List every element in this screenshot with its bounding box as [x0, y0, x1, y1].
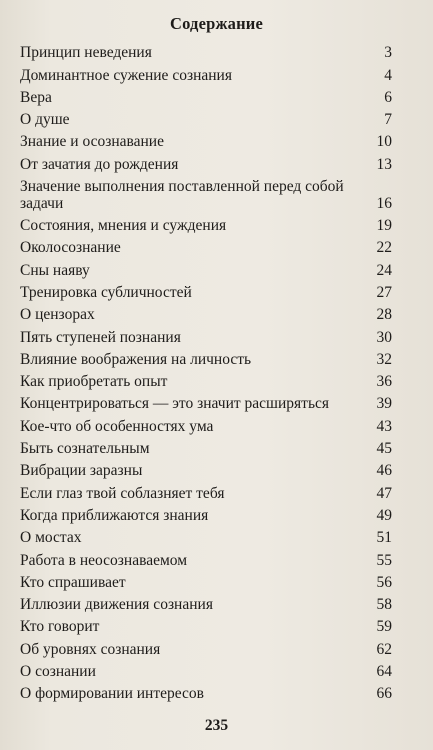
toc-entry-title: О душе — [20, 111, 70, 129]
toc-entry-title: Если глаз твой соблазняет тебя — [20, 484, 225, 502]
toc-entry-page: 32 — [376, 350, 392, 368]
toc-entry — [20, 368, 392, 390]
toc-entry — [20, 256, 392, 278]
toc-entry-page: 47 — [376, 484, 392, 502]
toc-entry-page: 7 — [384, 111, 392, 129]
toc-entry — [20, 301, 392, 323]
toc-entry-title: Влияние воображения на личность — [20, 350, 252, 368]
toc-entry — [20, 84, 392, 106]
toc-entry-title: Тренировка субличностей — [20, 283, 192, 301]
toc-entry-page: 27 — [376, 283, 392, 301]
toc-entry — [20, 569, 392, 591]
toc-entry-page: 30 — [376, 328, 392, 346]
toc-entry-page: 39 — [376, 395, 392, 413]
page-number: 235 — [204, 717, 229, 734]
toc-entry-page: 10 — [376, 133, 392, 151]
toc-entry-title: Концентрироваться — это значит расширяться — [20, 395, 330, 413]
toc-entry-page: 56 — [376, 573, 392, 591]
toc-entry — [20, 635, 392, 657]
toc-entry — [20, 435, 392, 457]
toc-entry — [20, 61, 392, 83]
toc-entry-page: 51 — [376, 529, 392, 547]
toc-entry-page: 64 — [376, 663, 392, 681]
toc-entry — [20, 457, 392, 479]
toc-entry-page: 19 — [376, 217, 392, 235]
toc-entry-title: Как приобретать опыт — [20, 373, 168, 391]
toc-entry — [20, 546, 392, 568]
toc-entry-title: Кто спрашивает — [20, 573, 126, 591]
toc-entry — [20, 680, 392, 702]
toc-entry-page: 4 — [384, 66, 392, 84]
toc-heading: Содержание — [169, 14, 264, 33]
toc-entry-page: 49 — [376, 506, 392, 524]
toc-entry — [20, 658, 392, 680]
toc-entry-title: Быть сознательным — [20, 440, 150, 458]
toc-entry — [20, 234, 392, 256]
toc-entry-page: 24 — [376, 261, 392, 279]
toc-entry-page: 45 — [376, 440, 392, 458]
toc-entry — [20, 412, 392, 434]
toc-entry — [20, 479, 392, 501]
toc-entry — [20, 390, 392, 412]
toc-entry-title: От зачатия до рождения — [20, 155, 179, 173]
table-of-contents — [20, 39, 392, 702]
toc-entry-title: Пять ступеней познания — [20, 328, 181, 346]
toc-entry — [20, 524, 392, 546]
toc-entry-title: Кто говорит — [20, 618, 100, 636]
toc-entry — [20, 323, 392, 345]
toc-entry-page: 22 — [376, 239, 392, 257]
toc-entry-title: Сны наяву — [20, 261, 90, 279]
toc-entry-title: Кое-что об особенностях ума — [20, 417, 214, 435]
toc-entry — [20, 279, 392, 301]
toc-entry-title: Принцип неведения — [20, 44, 152, 62]
toc-entry — [20, 212, 392, 234]
toc-entry-title: Об уровнях сознания — [20, 640, 161, 658]
toc-entry-title: Когда приближаются знания — [20, 506, 209, 524]
toc-entry-page: 43 — [376, 417, 392, 435]
toc-entry-title: Околосознание — [20, 239, 121, 257]
toc-entry-title: О формировании интересов — [20, 685, 204, 703]
toc-entry-page: 66 — [376, 685, 392, 703]
toc-entry-title: О цензорах — [20, 306, 95, 324]
toc-entry — [20, 502, 392, 524]
toc-entry-page: 59 — [376, 618, 392, 636]
toc-entry-page: 62 — [376, 640, 392, 658]
toc-entry-title: О сознании — [20, 663, 96, 681]
toc-entry-title: Доминантное сужение сознания — [20, 66, 232, 84]
toc-entry-title: Вера — [20, 88, 52, 106]
toc-entry — [20, 591, 392, 613]
toc-entry-page: 28 — [376, 306, 392, 324]
toc-entry-title: Знание и осознавание — [20, 133, 164, 151]
toc-entry — [20, 173, 392, 212]
toc-entry — [20, 346, 392, 368]
toc-entry-title: Иллюзии движения сознания — [20, 596, 213, 614]
toc-entry-title: Работа в неосознаваемом — [20, 551, 188, 569]
toc-entry — [20, 613, 392, 635]
toc-entry — [20, 106, 392, 128]
toc-entry-title: О мостах — [20, 529, 82, 547]
toc-entry-page: 3 — [384, 44, 392, 62]
toc-entry — [20, 128, 392, 150]
toc-entry-title: Вибрации заразны — [20, 462, 143, 480]
toc-entry-page: 46 — [376, 462, 392, 480]
toc-entry-page: 58 — [376, 596, 392, 614]
toc-entry-page: 16 — [376, 194, 392, 212]
toc-entry-page: 13 — [376, 155, 392, 173]
toc-entry-page: 55 — [376, 551, 392, 569]
toc-entry-title: Значение выполнения поставленной перед собой задачи — [20, 177, 344, 212]
toc-entry-page: 6 — [384, 88, 392, 106]
toc-entry — [20, 39, 392, 61]
toc-entry — [20, 150, 392, 172]
toc-entry-title: Состояния, мнения и суждения — [20, 217, 227, 235]
toc-entry-page: 36 — [376, 373, 392, 391]
